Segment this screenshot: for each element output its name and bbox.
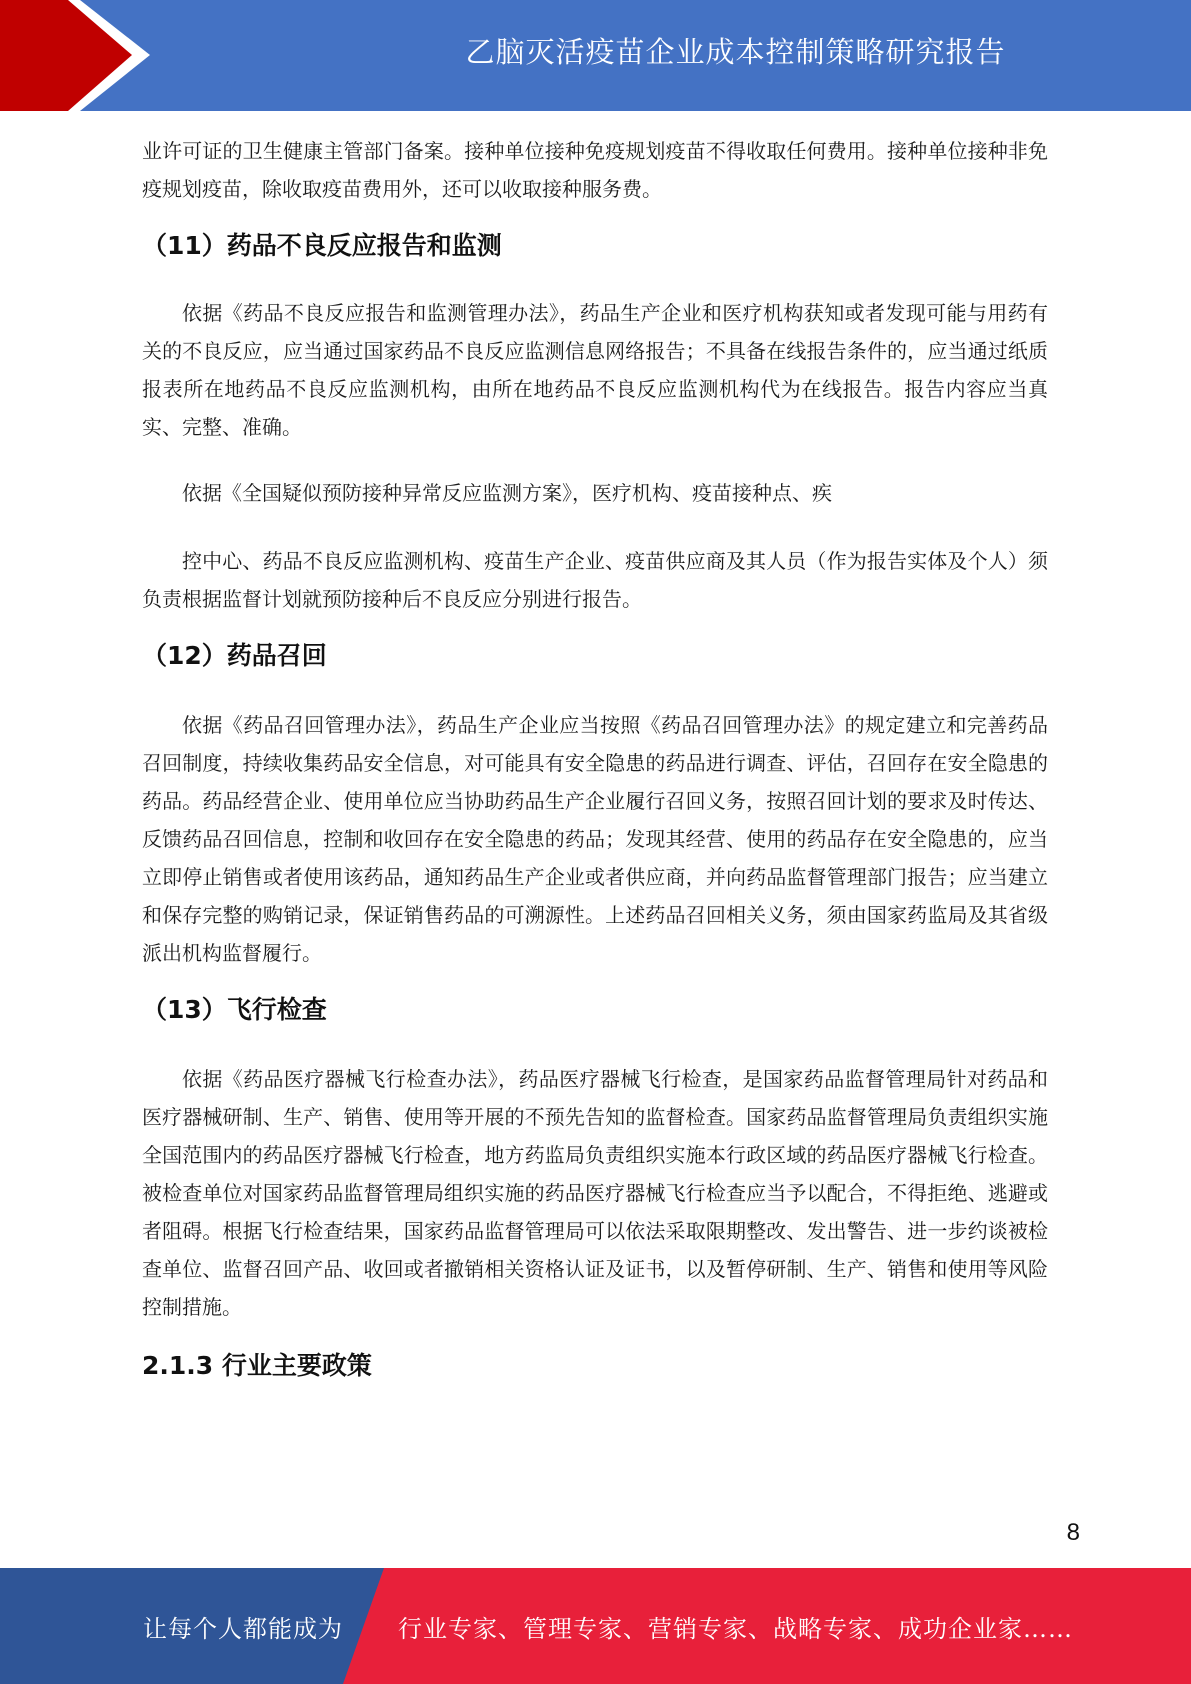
page-footer bbox=[0, 1568, 1191, 1684]
page-number: 8 bbox=[1066, 1519, 1080, 1546]
footer-slogan-right: 行业专家、管理专家、营销专家、战略专家、成功企业家…… bbox=[398, 1614, 1073, 1643]
page-header bbox=[0, 0, 1191, 111]
paragraph-drug-recall: 依据《药品召回管理办法》，药品生产企业应当按照《药品召回管理办法》的规定建立和完善药品召回制度，持续收集药品安全信息，对可能具有安全隐患的药品进行调查、评估，召回存在安全隐患的药品。药品经营企业、使用单位应当协助药品生产企业履行召回义务，按照召回计划的要求及时传达、反馈药品召回信息，控制和收回存在安全隐患的药品；发现其经营、使用的药品存在安全隐患的，应当立即停止销售或者使用该药品，通知药品生产企业或者供应商，并向药品监督管理部门报告；应当建立和保存完整的购销记录，保证销售药品的可溯源性。上述药品召回相关义务，须由国家药监局及其省级派出机构监督履行。 bbox=[142, 713, 1048, 965]
paragraph-adverse-reaction-1: 依据《药品不良反应报告和监测管理办法》，药品生产企业和医疗机构获知或者发现可能与用药有关的不良反应，应当通过国家药品不良反应监测信息网络报告；不具备在线报告条件的，应当通过纸质报表所在地药品不良反应监测机构，由所在地药品不良反应监测机构代为在线报告。报告内容应当真实、完整、准确。 bbox=[142, 301, 1048, 439]
paragraph-flight-inspection: 依据《药品医疗器械飞行检查办法》，药品医疗器械飞行检查，是国家药品监督管理局针对药品和医疗器械研制、生产、销售、使用等开展的不预先告知的监督检查。国家药品监督管理局负责组织实施全国范围内的药品医疗器械飞行检查，地方药监局负责组织实施本行政区域的药品医疗器械飞行检查。被检查单位对国家药品监督管理局组织实施的药品医疗器械飞行检查应当予以配合，不得拒绝、逃避或者阻碍。根据飞行检查结果，国家药品监督管理局可以依法采取限期整改、发出警告、进一步约谈被检查单位、监督召回产品、收回或者撤销相关资格认证及证书，以及暂停研制、生产、销售和使用等风险控制措施。 bbox=[142, 1067, 1048, 1319]
heading-flight-inspection: （13）飞行检查 bbox=[142, 995, 327, 1024]
heading-drug-recall: （12）药品召回 bbox=[142, 641, 327, 670]
paragraph-adverse-reaction-3: 控中心、药品不良反应监测机构、疫苗生产企业、疫苗供应商及其人员（作为报告实体及个人）须负责根据监督计划就预防接种后不良反应分别进行报告。 bbox=[142, 549, 1048, 611]
paragraph-intro: 业许可证的卫生健康主管部门备案。接种单位接种免疫规划疫苗不得收取任何费用。接种单位接种非免疫规划疫苗，除收取疫苗费用外，还可以收取接种服务费。 bbox=[142, 139, 1048, 201]
document-body bbox=[142, 132, 1048, 1386]
report-title: 乙脑灭活疫苗企业成本控制策略研究报告 bbox=[465, 34, 1006, 69]
heading-industry-policy: 2.1.3 行业主要政策 bbox=[142, 1351, 372, 1380]
paragraph-adverse-reaction-2: 依据《全国疑似预防接种异常反应监测方案》，医疗机构、疫苗接种点、疾 bbox=[182, 481, 832, 505]
header-red-arrow bbox=[0, 0, 160, 111]
footer-slogan-left: 让每个人都能成为 bbox=[143, 1614, 343, 1643]
heading-adverse-reaction: （11）药品不良反应报告和监测 bbox=[142, 231, 502, 260]
